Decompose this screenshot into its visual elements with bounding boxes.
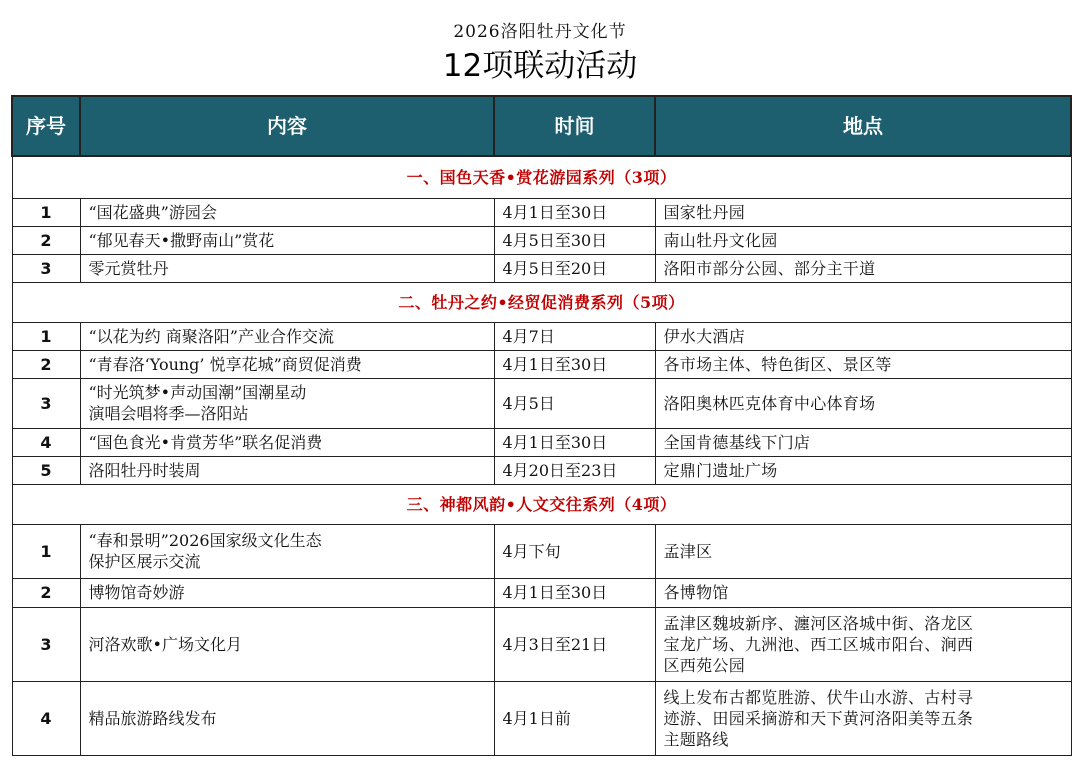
row-location: 定鼎门遗址广场 bbox=[655, 456, 1071, 484]
table-row bbox=[12, 428, 1071, 456]
row-location: 洛阳奥林匹克体育中心体育场 bbox=[655, 378, 1071, 428]
row-time: 4月5日至20日 bbox=[494, 254, 655, 282]
row-time: 4月7日 bbox=[494, 322, 655, 350]
row-number: 3 bbox=[12, 254, 80, 282]
section-title: 二、牡丹之约•经贸促消费系列（5项） bbox=[12, 282, 1071, 322]
row-location: 国家牡丹园 bbox=[655, 198, 1071, 226]
activities-table bbox=[11, 95, 1072, 756]
row-time: 4月3日至21日 bbox=[494, 607, 655, 681]
row-number: 3 bbox=[12, 607, 80, 681]
row-location: 南山牡丹文化园 bbox=[655, 226, 1071, 254]
row-content: “时光筑梦•声动国潮”国潮星动 演唱会唱将季—洛阳站 bbox=[80, 378, 494, 428]
column-header-content: 内容 bbox=[80, 96, 494, 156]
table-row bbox=[12, 198, 1071, 226]
row-content: “以花为约 商聚洛阳”产业合作交流 bbox=[80, 322, 494, 350]
table-row bbox=[12, 254, 1071, 282]
row-time: 4月1日至30日 bbox=[494, 198, 655, 226]
table-row bbox=[12, 607, 1071, 681]
row-location: 全国肯德基线下门店 bbox=[655, 428, 1071, 456]
section-row bbox=[12, 156, 1071, 198]
header bbox=[0, 0, 1080, 92]
row-location: 各市场主体、特色街区、景区等 bbox=[655, 350, 1071, 378]
row-number: 2 bbox=[12, 226, 80, 254]
row-content: 零元赏牡丹 bbox=[80, 254, 494, 282]
section-row bbox=[12, 484, 1071, 524]
row-time: 4月1日前 bbox=[494, 681, 655, 755]
row-number: 1 bbox=[12, 322, 80, 350]
table-header-row bbox=[12, 96, 1071, 156]
row-content: 精品旅游路线发布 bbox=[80, 681, 494, 755]
row-location: 线上发布古都览胜游、伏牛山水游、古村寻 迹游、田园采摘游和天下黄河洛阳美等五条 主题路线 bbox=[655, 681, 1071, 755]
row-number: 2 bbox=[12, 350, 80, 378]
row-time: 4月1日至30日 bbox=[494, 428, 655, 456]
row-location: 伊水大酒店 bbox=[655, 322, 1071, 350]
table-row bbox=[12, 350, 1071, 378]
table-row bbox=[12, 456, 1071, 484]
row-time: 4月20日至23日 bbox=[494, 456, 655, 484]
row-number: 2 bbox=[12, 578, 80, 607]
row-number: 4 bbox=[12, 428, 80, 456]
row-time: 4月1日至30日 bbox=[494, 350, 655, 378]
row-content: “国色食光•肯赏芳华”联名促消费 bbox=[80, 428, 494, 456]
row-content: 博物馆奇妙游 bbox=[80, 578, 494, 607]
row-time: 4月5日 bbox=[494, 378, 655, 428]
row-content: “国花盛典”游园会 bbox=[80, 198, 494, 226]
table-row bbox=[12, 322, 1071, 350]
row-location: 各博物馆 bbox=[655, 578, 1071, 607]
row-number: 3 bbox=[12, 378, 80, 428]
section-title: 三、神都风韵•人文交往系列（4项） bbox=[12, 484, 1071, 524]
table-row bbox=[12, 378, 1071, 428]
column-header-time: 时间 bbox=[494, 96, 655, 156]
page-subtitle: 2026洛阳牡丹文化节 bbox=[453, 22, 627, 42]
row-location: 洛阳市部分公园、部分主干道 bbox=[655, 254, 1071, 282]
row-number: 4 bbox=[12, 681, 80, 755]
table-row bbox=[12, 681, 1071, 755]
row-content: 洛阳牡丹时装周 bbox=[80, 456, 494, 484]
row-content: “春和景明”2026国家级文化生态 保护区展示交流 bbox=[80, 524, 494, 578]
row-content: “郁见春天•撒野南山”赏花 bbox=[80, 226, 494, 254]
table-row bbox=[12, 524, 1071, 578]
column-header-location: 地点 bbox=[655, 96, 1071, 156]
table-row bbox=[12, 578, 1071, 607]
row-time: 4月下旬 bbox=[494, 524, 655, 578]
row-location: 孟津区魏坡新序、瀍河区洛城中街、洛龙区 宝龙广场、九洲池、西工区城市阳台、涧西 区西苑公园 bbox=[655, 607, 1071, 681]
row-location: 孟津区 bbox=[655, 524, 1071, 578]
row-number: 5 bbox=[12, 456, 80, 484]
page-title: 12项联动活动 bbox=[442, 48, 638, 84]
row-number: 1 bbox=[12, 198, 80, 226]
section-title: 一、国色天香•赏花游园系列（3项） bbox=[12, 156, 1071, 198]
row-content: 河洛欢歌•广场文化月 bbox=[80, 607, 494, 681]
table-row bbox=[12, 226, 1071, 254]
row-content: “青春洛‘Young’ 悦享花城”商贸促消费 bbox=[80, 350, 494, 378]
row-number: 1 bbox=[12, 524, 80, 578]
section-row bbox=[12, 282, 1071, 322]
row-time: 4月1日至30日 bbox=[494, 578, 655, 607]
column-header-no: 序号 bbox=[12, 96, 80, 156]
row-time: 4月5日至30日 bbox=[494, 226, 655, 254]
